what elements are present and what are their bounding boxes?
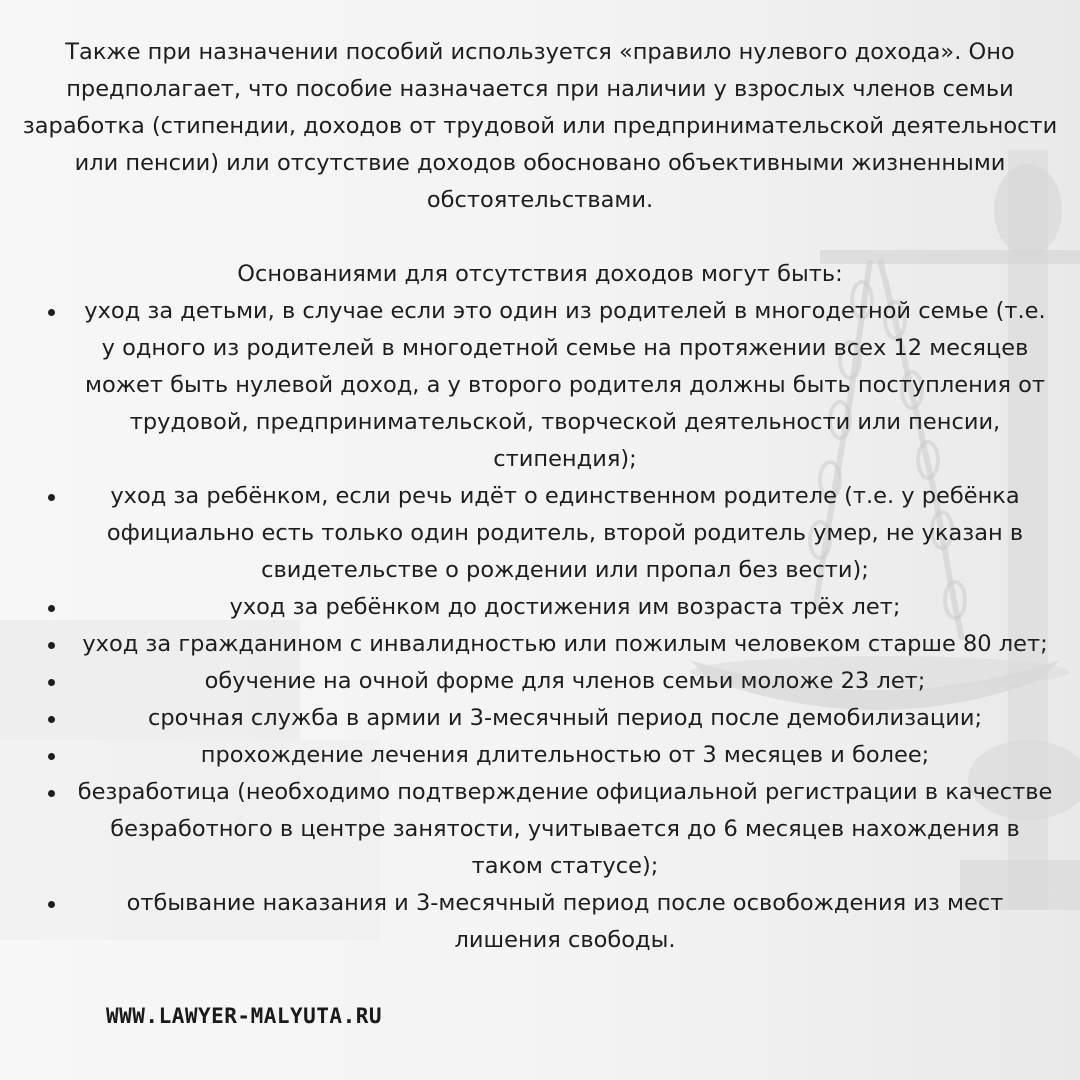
bullet-icon — [48, 901, 55, 908]
list-item — [0, 885, 1080, 959]
list-item-text: безработица (необходимо подтверждение официальной регистрации в качестве безработного в центре занятости, учитывается до 6 месяцев нахождения в таком статусе); — [77, 779, 1053, 879]
list-item-text: уход за гражданином с инвалидностью или пожилым человеком старше 80 лет; — [82, 631, 1048, 657]
list-item — [0, 626, 1080, 663]
list-heading: Основаниями для отсутствия доходов могут быть: — [237, 261, 843, 287]
list-item-text: прохождение лечения длительностью от 3 месяцев и более; — [200, 742, 930, 768]
bullet-icon — [48, 642, 55, 649]
list-item — [0, 589, 1080, 626]
list-item — [0, 737, 1080, 774]
bullet-icon — [48, 716, 55, 723]
bullet-icon — [48, 753, 55, 760]
bullet-icon — [48, 494, 55, 501]
bullet-icon — [48, 679, 55, 686]
list-item-text: уход за детьми, в случае если это один из родителей в многодетной семье (т.е. у одного из родителей в многодетной семье на протяжении всех 12 месяцев может быть нулевой доход, а у второго родителя должны быть поступления от трудовой, предпринимательской, творческой деятельности или пенсии, стипендия); — [84, 298, 1046, 472]
list-item — [0, 478, 1080, 589]
list-item — [0, 663, 1080, 700]
bullet-icon — [48, 790, 55, 797]
list-item — [0, 774, 1080, 885]
list-item-text: отбывание наказания и 3-месячный период после освобождения из мест лишения свободы. — [126, 890, 1004, 953]
list-item-text: уход за ребёнком, если речь идёт о единственном родителе (т.е. у ребёнка официально есть только один родитель, второй родитель умер, не указан в свидетельстве о рождении или пропал без вести); — [106, 483, 1024, 583]
bullet-icon — [48, 605, 55, 612]
bullet-icon — [48, 309, 55, 316]
list-item-text: уход за ребёнком до достижения им возраста трёх лет; — [229, 594, 901, 620]
list-item-text: срочная служба в армии и 3-месячный период после демобилизации; — [147, 705, 983, 731]
reasons-list — [0, 293, 1080, 959]
intro-paragraph: Также при назначении пособий используется «правило нулевого дохода». Оно предполагает, что пособие назначается при наличии у взрослых членов семьи заработка (стипендии, доходов от трудовой или предпринимательской деятельности или пенсии) или отсутствие доходов обосновано объективными жизненными обстоятельствами. — [22, 39, 1058, 213]
website-link[interactable]: WWW.LAWYER-MALYUTA.RU — [106, 1004, 383, 1028]
list-item-text: обучение на очной форме для членов семьи моложе 23 лет; — [204, 668, 926, 694]
list-item — [0, 293, 1080, 478]
list-item — [0, 700, 1080, 737]
